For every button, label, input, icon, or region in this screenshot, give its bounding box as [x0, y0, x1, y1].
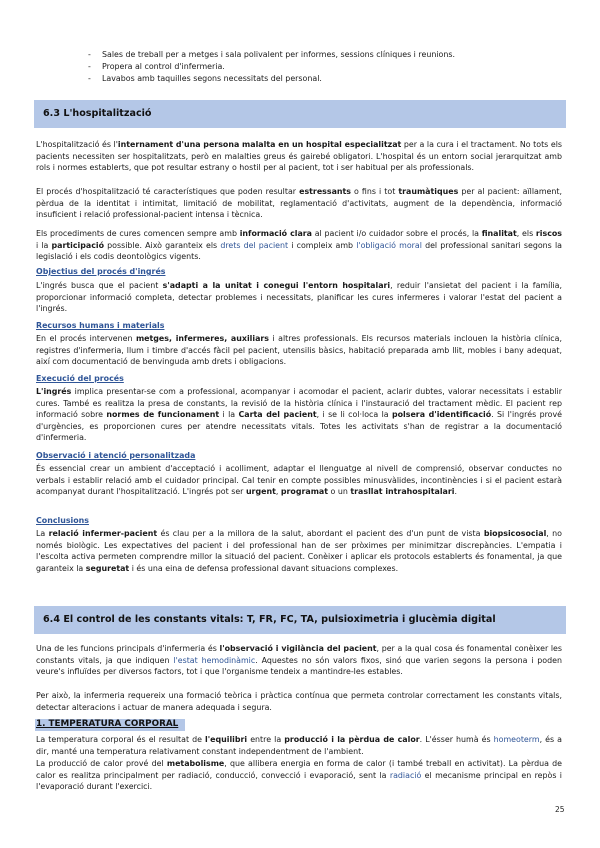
paragraph: L'ingrés implica presentar-se com a professional, acompanyar i acomodar el pacient, aclarir dubtes, valorar necessitats i establir cures. També es realitza la presa de constants, la revisió de la història clínica i l'instauració del tractament mèdic. El pacient rep informació sobre normes de funcionament i la Carta del pacient, i se li col·loca la polsera d'identificació. Si l'ingrés prové d'urgències, es proporcionen cures per atendre necessitats vitals. Totes les activitats s'han de registrar a la documentació d'infermeria.: [36, 387, 562, 443]
subheading: Conclusions: [36, 516, 89, 525]
link-homeoterm[interactable]: homeoterm: [493, 735, 540, 744]
section-6-4-header: 6.4 El control de les constants vitals: T, FR, FC, TA, pulsioximetria i glucèmia digital: [34, 606, 566, 634]
link-obligacio-moral[interactable]: l'obligació moral: [356, 240, 422, 250]
subheading: Objectius del procés d'ingrés: [36, 267, 166, 276]
paragraph: Una de les funcions principals d'infermeria és l'observació i vigilància del pacient, per a la qual cosa és fonamental conèixer les constants vitals, ja que indiquen l'estat hemodinàmic. Aquestes no són valors fixos, sinó que varien segons la persona i poden veure's influïdes per diversos factors, tot i que l'organisme tendeix a mantindre-les estables.: [36, 644, 563, 677]
subheading: Execució del procés: [36, 374, 124, 383]
link-radiacio[interactable]: radiació: [389, 770, 422, 780]
paragraph: El procés d'hospitalització té característiques que poden resultar estressants o fins i tot traumàtiques per al pacient: aïllament, pèrdua de la identitat i intimitat, limitació de mobilitat, reglamentació d'activitats, augment de la dependència, informació insuficient i relació professional-pacient intensa i tècnica.: [36, 187, 562, 220]
paragraph: Per això, la infermeria requereix una formació teòrica i pràctica contínua que permeta controlar correctament les constants vitals, detectar alteracions i actuar de manera adequada i segura.: [36, 691, 562, 712]
temperature-heading: 1. TEMPERATURA CORPORAL: [35, 719, 185, 731]
link-estat-hemodinamic[interactable]: l'estat hemodinàmic: [173, 655, 256, 665]
paragraph: L'ingrés busca que el pacient s'adapti a la unitat i conegui l'entorn hospitalari, reduir l'ansietat del pacient i la família, proporcionar informació completa, detectar problemes i necessitats, planificar les cures infermeres i valorar l'estat del pacient a l'ingrés.: [36, 281, 563, 314]
paragraph: La temperatura corporal és el resultat de l'equilibri entre la producció i la pèrdua de calor. L'ésser humà és homeoterm, és a dir, manté una temperatura relativament constant independentment de l'ambient.: [36, 735, 562, 756]
paragraph: L'hospitalització és l'internament d'una persona malalta en un hospital especialitzat per a la cura i el tractament. No tots els pacients necessiten ser hospitalitzats, però en malalties greus és gairebé obligatori. L'hospital és un entorn social jerarquitzat amb rols i normes establerts, que pot resultar estrany o hostil per al pacient, tot i ser habitual per als professionals.: [36, 140, 562, 173]
paragraph: En el procés intervenen metges, infermeres, auxiliars i altres professionals. Els recursos materials inclouen la història clínica, registres d'infermeria, llum i timbre d'accés fàcil pel pacient, utensilis bàsics, habitació preparada amb llit, mobles i bany adequat, així com documentació de benvinguda amb drets i obligacions.: [36, 334, 562, 367]
page-number: 25: [555, 805, 565, 814]
paragraph: La relació infermer-pacient és clau per a la millora de la salut, abordant el pacient des d'un punt de vista biopsicosocial, no només biològic. Les expectatives del pacient i del professional han de ser pròximes per minimitzar discrepàncies. L'empatia i l'escolta activa permeten comprendre millor la situació del pacient. Conèixer i aplicar els protocols establerts és fonamental, ja que garanteix la seguretat i és una eina de defensa professional davant situacions complexes.: [36, 529, 562, 573]
paragraph: La producció de calor prové del metabolisme, que allibera energia en forma de calor (i també treball en activitat). La pèrdua de calor es realitza principalment per radiació, conducció, convecció i evaporació, sent la radiació el mecanisme principal en repòs i l'evaporació durant l'exercici.: [36, 759, 562, 792]
link-drets-pacient[interactable]: drets del pacient: [220, 240, 289, 250]
document-page: - Sales de treball per a metges i sala polivalent per informes, sessions clíniques i reunions. - Propera al control d'infermeria. - Lavabos amb taquilles segons necessitats del personal. 6.3 L'hospitalització L'hospitalització és l'internament d'una persona malalta en un hospital especialitzat per a la cura i el tractament. No tots els pacients necessiten ser hospitalitzats, però en malalties greus és gairebé obligatori. L'hospital és un entorn social jerarquitzat amb rols i normes establerts, que pot resultar estrany o hostil per al pacient, tot i ser habitual per als professionals. El procés d'hospitalització té característiques que poden resultar estressants o fins i tot traumàtiques per al pacient: aïllament, pèrdua de la identitat i intimitat, limitació de mobilitat, reglamentació d'activitats, augment de la dependència, informació insuficient i relació professional-pacient intensa i tècnica. Els procediments de cures comencen sempre amb informació clara al pacient i/o cuidador sobre el procés, la finalitat, els riscos i la participació possible. Això garanteix els drets del pacient i compleix amb l'obligació moral del professional sanitari segons la legislació i els codis deontològics vigents. Objectius del procés d'ingrés L'ingrés busca que el pacient s'adapti a la unitat i conegui l'entorn hospitalari, reduir l'ansietat del pacient i la família, proporcionar informació completa, detectar problemes i necessitats, planificar les cures infermeres i valorar l'estat del pacient a l'ingrés. Recursos humans i materials En el procés intervenen metges, infermeres, auxiliars i altres professionals. Els recursos materials inclouen la història clínica, registres d'infermeria, llum i timbre d'accés fàcil pel pacient, utensilis bàsics, habitació preparada amb llit, mobles i bany adequat, així com documentació de benvinguda amb drets i obligacions. Execució del procés L'ingrés implica presentar-se com a professional, acompanyar i acomodar el pacient, aclarir dubtes, valorar necessitats i establir cures. També es realitza la presa de constants, la revisió de la història clínica i l'instauració del tractament mèdic. El pacient rep informació sobre normes de funcionament i la Carta del pacient, i se li col·loca la polsera d'identificació. Si l'ingrés prové d'urgències, es proporcionen cures per atendre necessitats vitals. Totes les activitats s'han de registrar a la documentació d'infermeria. Observació i atenció personalitzada És essencial crear un ambient d'acceptació i acolliment, adaptar el llenguatge al nivell de comprensió, observar conductes no verbals i establir relació amb el cuidador principal. Cal tenir en compte possibles minusvàlides, incontinències i si el pacient estarà acompanyat durant l'hospitalització. L'ingrés pot ser urgent, programat o un trasllat intrahospitalari. Conclusions La relació infermer-pacient és clau per a la millora de la salut, abordant el pacient des d'un punt de vista biopsicosocial, no només biològic. Les expectatives del pacient i del professional han de ser pròximes per minimitzar discrepàncies. L'empatia i l'escolta activa permeten comprendre millor la situació del pacient. Conèixer i aplicar els protocols establerts és fonamental, ja que garanteix la seguretat i és una eina de defensa professional davant situacions complexes. 6.4 El control de les constants vitals: T, FR, FC, TA, pulsioximetria i glucèmia digital Una de les funcions principals d'infermeria és l'observació i vigilància del pacient, per a la qual cosa és fonamental conèixer les constants vitals, ja que indiquen l'estat hemodinàmic. Aquestes no són valors fixos, sinó que varien segons la persona i poden veure's influïdes per diversos factors, tot i que l'organisme tendeix a mantindre-les estables. Per això, la infermeria requereix una formació teòrica i pràctica contínua que permeta controlar correctament les constants vitals, detectar alteracions i actuar de manera adequada i segura. 1. TEMPERATURA CORPORAL La temperatura corporal és el resultat de l'equilibri entre la producció i la pèrdua de calor. L'ésser humà és homeoterm, és a dir, manté una temperatura relativament constant independentment de l'ambient. La producció de calor prové del metabolisme, que allibera energia en forma de calor (i també treball en activitat). La pèrdua de calor es realitza principalment per radiació, conducció, convecció i evaporació, sent la radiació el mecanisme principal en repòs i l'evaporació durant l'exercici. 25: [36, 50, 565, 814]
subheading: Recursos humans i materials: [36, 321, 165, 330]
section-6-3-header: 6.3 L'hospitalització: [34, 100, 566, 128]
paragraph: És essencial crear un ambient d'acceptació i acolliment, adaptar el llenguatge al nivell de comprensió, observar conductes no verbals i establir relació amb el cuidador principal. Cal tenir en compte possibles minusvàlides, incontinències i si el pacient estarà acompanyat durant l'hospitalització. L'ingrés pot ser urgent, programat o un trasllat intrahospitalari.: [36, 464, 562, 497]
subheading: Observació i atenció personalitzada: [36, 451, 196, 460]
paragraph: Els procediments de cures comencen sempre amb informació clara al pacient i/o cuidador sobre el procés, la finalitat, els riscos i la participació possible. Això garanteix els drets del pacient i compleix amb l'obligació moral del professional sanitari segons la legislació i els codis deontològics vigents.: [36, 229, 562, 262]
